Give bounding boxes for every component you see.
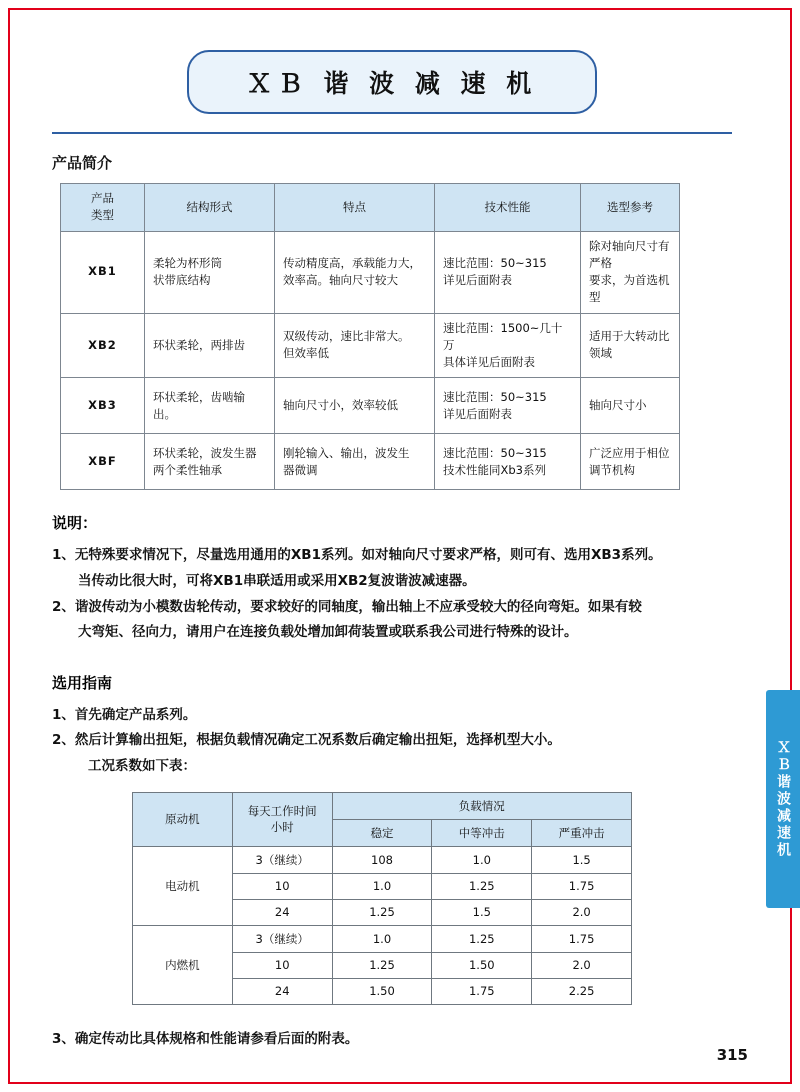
page-title: ＸＢ 谐 波 减 速 机 xyxy=(187,50,598,114)
cell-product-type: XB3 xyxy=(61,378,145,434)
product-table-head xyxy=(61,184,680,232)
cell-product-type: XBF xyxy=(61,434,145,490)
table-row xyxy=(61,231,680,313)
cell-feature: 传动精度高，承载能力大， 效率高。轴向尺寸较大 xyxy=(275,231,435,313)
cell-factor-value: 1.25 xyxy=(432,925,532,952)
col-header-type: 产品 类型 xyxy=(61,184,145,232)
col-header-performance: 技术性能 xyxy=(435,184,581,232)
factor-col-prime-mover: 原动机 xyxy=(133,792,233,846)
guide-step-3: 3、确定传动比具体规格和性能请参看后面的附表。 xyxy=(52,1030,359,1047)
guide-heading: 选用指南 xyxy=(52,673,113,692)
cell-factor-value: 2.0 xyxy=(532,899,632,925)
cell-hours: 24 xyxy=(232,978,332,1004)
factor-col-load: 负载情况 xyxy=(332,792,631,819)
cell-feature: 轴向尺寸小，效率较低 xyxy=(275,378,435,434)
note-line-1: 1、无特殊要求情况下，尽量选用通用的XB1系列。如对轴向尺寸要求严格，则可有、选用XB3系列。 xyxy=(52,547,662,564)
cell-reference: 轴向尺寸小 xyxy=(581,378,680,434)
cell-factor-value: 1.50 xyxy=(432,952,532,978)
factor-table-head xyxy=(133,792,632,846)
cell-factor-value: 1.25 xyxy=(332,952,432,978)
cell-factor-value: 1.25 xyxy=(332,899,432,925)
factor-header-row-1 xyxy=(133,792,632,819)
cell-hours: 10 xyxy=(232,873,332,899)
guide-step-1: 1、首先确定产品系列。 xyxy=(52,706,197,723)
cell-hours: 3（继续） xyxy=(232,925,332,952)
cell-performance: 速比范围：1500~几十万 具体详见后面附表 xyxy=(435,313,581,378)
cell-factor-value: 108 xyxy=(332,846,432,873)
cell-structure: 环状柔轮，两排齿 xyxy=(145,313,275,378)
cell-performance: 速比范围：50~315 详见后面附表 xyxy=(435,231,581,313)
cell-factor-value: 2.0 xyxy=(532,952,632,978)
cell-factor-value: 1.50 xyxy=(332,978,432,1004)
cell-structure: 环状柔轮，齿啮输出。 xyxy=(145,378,275,434)
cell-product-type: XB2 xyxy=(61,313,145,378)
table-row xyxy=(61,378,680,434)
cell-reference: 适用于大转动比 领域 xyxy=(581,313,680,378)
factor-col-load-severe: 严重冲击 xyxy=(532,819,632,846)
cell-factor-value: 2.25 xyxy=(532,978,632,1004)
table-row xyxy=(61,313,680,378)
notes-heading: 说明： xyxy=(52,514,98,533)
cell-factor-value: 1.75 xyxy=(432,978,532,1004)
factor-col-hours: 每天工作时间 小时 xyxy=(232,792,332,846)
cell-structure: 环状柔轮，波发生器 两个柔性轴承 xyxy=(145,434,275,490)
note-line-3: 2、谐波传动为小模数齿轮传动，要求较好的同轴度，输出轴上不应承受较大的径向弯矩。如果有较 xyxy=(52,598,642,615)
factor-col-load-medium: 中等冲击 xyxy=(432,819,532,846)
cell-structure: 柔轮为杯形筒 状带底结构 xyxy=(145,231,275,313)
table-row xyxy=(133,925,632,952)
col-header-feature: 特点 xyxy=(275,184,435,232)
cell-factor-value: 1.75 xyxy=(532,873,632,899)
title-divider xyxy=(52,132,732,134)
cell-product-type: XB1 xyxy=(61,231,145,313)
cell-factor-value: 1.0 xyxy=(332,925,432,952)
notes-block xyxy=(52,512,732,646)
table-row xyxy=(133,846,632,873)
cell-performance: 速比范围：50~315 详见后面附表 xyxy=(435,378,581,434)
guide-step-2: 2、然后计算输出扭矩，根据负载情况确定工况系数后确定输出扭矩，选择机型大小。 xyxy=(52,732,561,749)
note-line-4: 大弯矩、径向力，请用户在连接负载处增加卸荷装置或联系我公司进行特殊的设计。 xyxy=(78,624,578,641)
cell-factor-value: 1.0 xyxy=(432,846,532,873)
page-number: 315 xyxy=(716,1046,748,1064)
cell-reference: 除对轴向尺寸有严格 要求，为首选机型 xyxy=(581,231,680,313)
cell-hours: 3（继续） xyxy=(232,846,332,873)
cell-factor-value: 1.25 xyxy=(432,873,532,899)
cell-reference: 广泛应用于相位 调节机构 xyxy=(581,434,680,490)
spacer xyxy=(52,646,732,672)
col-header-reference: 选型参考 xyxy=(581,184,680,232)
cell-feature: 双级传动，速比非常大。 但效率低 xyxy=(275,313,435,378)
title-container xyxy=(52,50,732,114)
cell-hours: 10 xyxy=(232,952,332,978)
cell-factor-value: 1.5 xyxy=(432,899,532,925)
page-content xyxy=(52,40,732,1052)
section-heading-intro: 产品简介 xyxy=(52,154,113,172)
cell-hours: 24 xyxy=(232,899,332,925)
cell-prime-mover: 内燃机 xyxy=(133,925,233,1004)
cell-factor-value: 1.5 xyxy=(532,846,632,873)
side-tab-label: ＸＢ谐波减速机 xyxy=(766,690,800,908)
cell-prime-mover: 电动机 xyxy=(133,846,233,925)
cell-factor-value: 1.0 xyxy=(332,873,432,899)
table-header-row xyxy=(61,184,680,232)
cell-factor-value: 1.75 xyxy=(532,925,632,952)
col-header-structure: 结构形式 xyxy=(145,184,275,232)
cell-performance: 速比范围：50~315 技术性能同Xb3系列 xyxy=(435,434,581,490)
product-table xyxy=(60,183,680,490)
factor-table xyxy=(132,792,632,1005)
factor-table-body xyxy=(133,846,632,1004)
product-table-body xyxy=(61,231,680,490)
note-line-2: 当传动比很大时，可将XB1串联适用或采用XB2复波谐波减速器。 xyxy=(78,572,476,589)
cell-feature: 刚轮输入、输出，波发生 器微调 xyxy=(275,434,435,490)
factor-col-load-steady: 稳定 xyxy=(332,819,432,846)
guide-step-2-sub: 工况系数如下表： xyxy=(88,758,196,775)
table-row xyxy=(61,434,680,490)
